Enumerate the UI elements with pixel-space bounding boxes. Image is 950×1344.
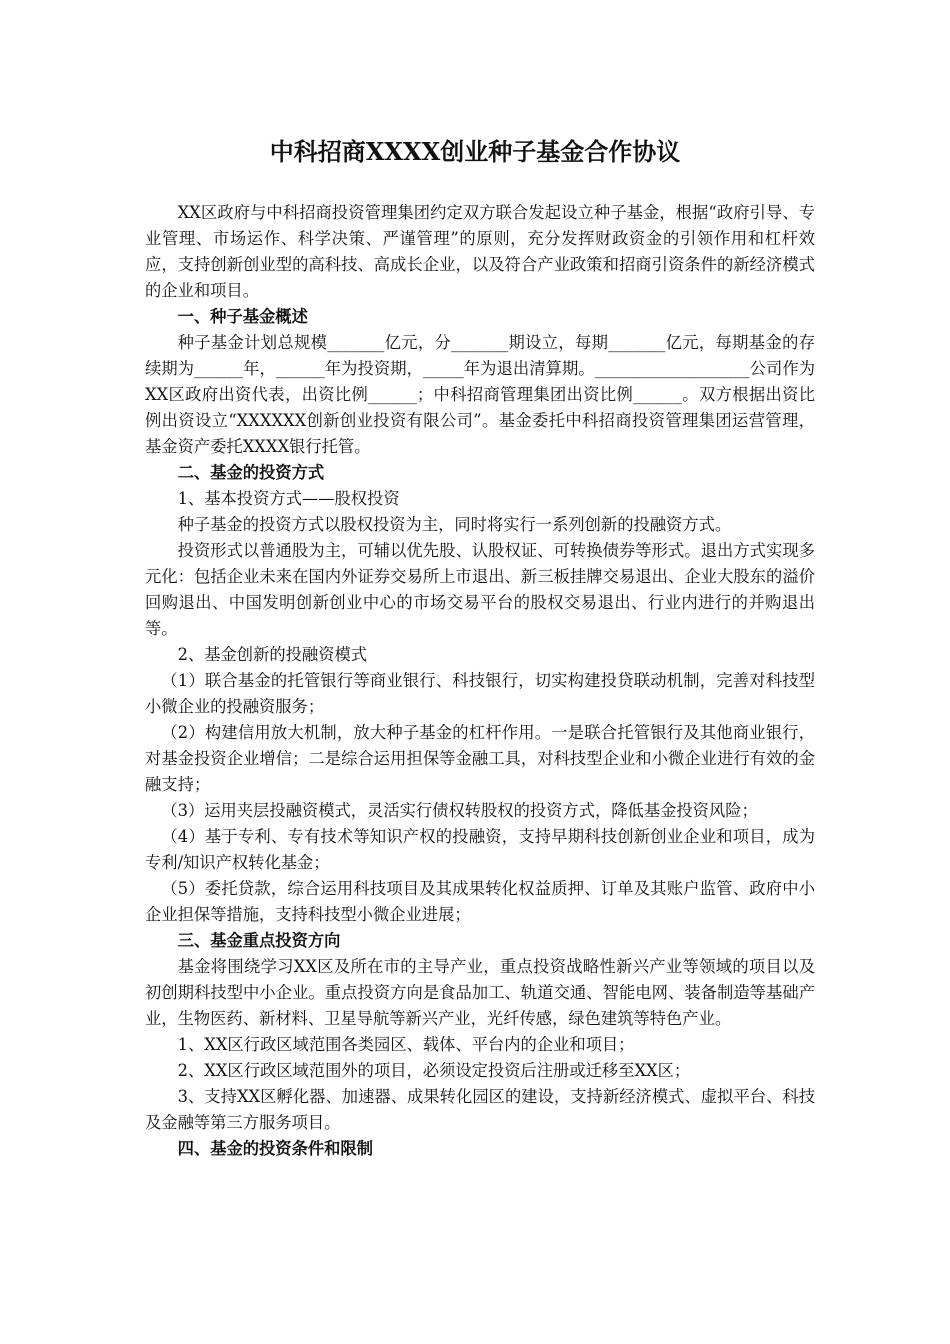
document-title: 中科招商XXXX创业种子基金合作协议	[269, 137, 681, 166]
section-2-item: （2）构建信用放大机制，放大种子基金的杠杆作用。一是联合托管银行及其他商业银行，对基金投资企业增信；二是综合运用担保等金融工具，对科技型企业和小微企业进行有效的金融支持；	[145, 723, 815, 794]
intro-paragraph: XX区政府与中科招商投资管理集团约定双方联合发起设立种子基金，根据“政府引导、专业管理、市场运作、科学决策、严谨管理”的原则，充分发挥财政资金的引领作用和杠杆效应，支持创新创业型的高科技、高成长企业，以及符合产业政策和招商引资条件的新经济模式的企业和项目。	[145, 203, 815, 300]
section-1-paragraph: 种子基金计划总规模_______亿元，分_______期设立，每期_______亿元，每期基金的存续期为______年，______年为投资期，_____年为退出清算期。___________________公司作为XX区政府出资代表，出资比例______；中科招商管理集团出资比例______。双方根据出资比例出资设立“XXXXXX创新创业投资有限公司”。基金委托中科招商投资管理集团运营管理，基金资产委托XXXX银行托管。	[145, 333, 815, 456]
section-2-item: （4）基于专利、专有技术等知识产权的投融资，支持早期科技创新创业企业和项目，成为专利/知识产权转化基金；	[145, 827, 815, 872]
section-2-paragraph-2: 投资形式以普通股为主，可辅以优先股、认股权证、可转换债券等形式。退出方式实现多元化：包括企业未来在国内外证券交易所上市退出、新三板挂牌交易退出、企业大股东的溢价回购退出、中国发明创新创业中心的市场交易平台的股权交易退出、行业内进行的并购退出等。	[145, 541, 815, 638]
section-1-heading: 一、种子基金概述	[177, 307, 308, 326]
section-3-paragraph: 基金将围绕学习XX区及所在市的主导产业，重点投资战略性新兴产业等领域的项目以及初创期科技型中小企业。重点投资方向是食品加工、轨道交通、智能电网、装备制造等基础产业，生物医药、新材料、卫星导航等新兴产业，光纤传感，绿色建筑等特色产业。	[145, 957, 815, 1028]
section-2-item: （5）委托贷款，综合运用科技项目及其成果转化权益质押、订单及其账户监管、政府中小企业担保等措施，支持科技型小微企业进展；	[145, 879, 815, 924]
section-4-heading: 四、基金的投资条件和限制	[177, 1139, 373, 1158]
section-2-heading: 二、基金的投资方式	[177, 463, 325, 482]
section-2-item: （3）运用夹层投融资模式，灵活实行债权转股权的投资方式，降低基金投资风险；	[161, 801, 758, 820]
document-body	[145, 200, 815, 1162]
section-2-item: （1）联合基金的托管银行等商业银行、科技银行，切实构建投贷联动机制，完善对科技型小微企业的投融资服务；	[145, 671, 815, 716]
section-3-item: 2、XX区行政区域范围外的项目，必须设定投资后注册或迁移至XX区；	[177, 1061, 691, 1080]
section-3-item: 3、支持XX区孵化器、加速器、成果转化园区的建设，支持新经济模式、虚拟平台、科技及金融等第三方服务项目。	[145, 1087, 815, 1132]
section-3-item: 1、XX区行政区域范围各类园区、载体、平台内的企业和项目；	[177, 1035, 635, 1054]
section-3-heading: 三、基金重点投资方向	[177, 931, 341, 950]
section-2-subheading-2: 2、基金创新的投融资模式	[177, 645, 368, 664]
section-2-paragraph-1: 种子基金的投资方式以股权投资为主，同时将实行一系列创新的投融资方式。	[177, 515, 732, 534]
section-2-subheading-1: 1、基本投资方式——股权投资	[177, 489, 400, 508]
